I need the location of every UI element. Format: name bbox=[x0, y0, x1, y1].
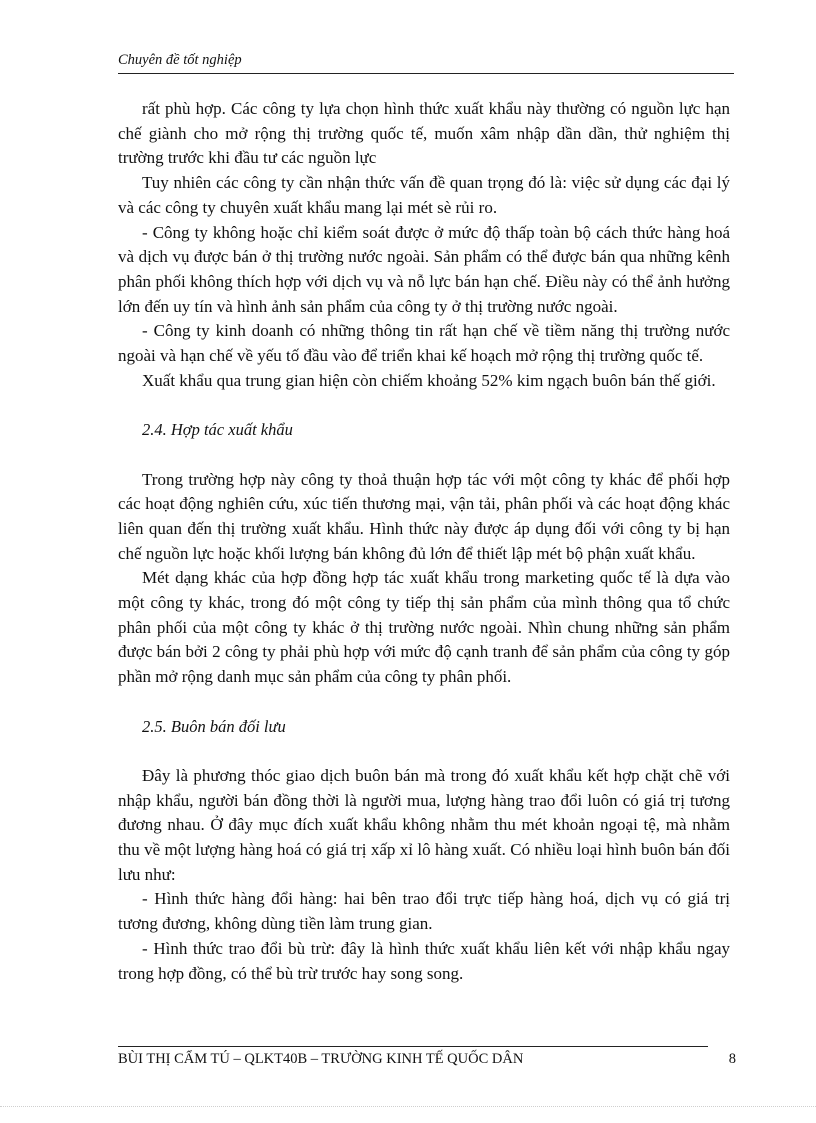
paragraph: - Công ty kinh doanh có những thông tin rất hạn chế về tiềm năng thị trường nước ngoài và hạn chế về yếu tố đầu vào để triển khai kế hoạch mở rộng thị trường quốc tế. bbox=[118, 321, 730, 366]
spacer bbox=[118, 739, 730, 764]
document-body bbox=[118, 97, 730, 986]
paragraph: rất phù hợp. Các công ty lựa chọn hình thức xuất khẩu này thường có nguồn lực hạn chế giành cho mở rộng thị trường quốc tế, muốn xâm nhập dần dần, thử nghiệm thị trường trước khi đầu tư các nguồn lực bbox=[118, 99, 730, 168]
spacer bbox=[118, 690, 730, 715]
paragraph: Trong trường hợp này công ty thoả thuận hợp tác với một công ty khác để phối hợp các hoạt động nghiên cứu, xúc tiến thương mại, vận tải, phân phối và các hoạt động khác liên quan đến thị trường xuất khẩu. Hình thức này được áp dụng đối với công ty bị hạn chế nguồn lực hoặc khối lượng bán không đủ lớn để thiết lập mét bộ phận xuất khẩu. bbox=[118, 469, 730, 563]
spacer bbox=[118, 443, 730, 468]
page-footer bbox=[118, 1051, 734, 1068]
paragraph: Tuy nhiên các công ty cần nhận thức vấn đề quan trọng đó là: việc sử dụng các đại lý và các công ty chuyên xuất khẩu mang lại mét sè rủi ro. bbox=[118, 173, 730, 217]
paragraph: - Hình thức trao đổi bù trừ: đây là hình thức xuất khẩu liên kết với nhập khẩu ngay trong hợp đồng, có thể bù trừ trước hay song song. bbox=[118, 938, 730, 983]
section-heading: 2.5. Buôn bán đối lưu bbox=[142, 716, 286, 736]
spacer bbox=[118, 393, 730, 418]
footer-text: BÙI THỊ CẨM TÚ – QLKT40B – TRƯỜNG KINH TẾ QUỐC DÂN bbox=[118, 1051, 524, 1067]
section-heading: 2.4. Hợp tác xuất khẩu bbox=[142, 420, 293, 440]
page-header: Chuyên đề tốt nghiệp bbox=[118, 52, 242, 68]
header-rule bbox=[118, 73, 734, 74]
paragraph: Xuất khẩu qua trung gian hiện còn chiếm khoảng 52% kim ngạch buôn bán thế giới. bbox=[142, 370, 716, 390]
page-edge-dots bbox=[0, 1106, 816, 1107]
paragraph: - Công ty không hoặc chỉ kiểm soát được ở mức độ thấp toàn bộ cách thức hàng hoá và dịch vụ được bán ở thị trường nước ngoài. Sản phẩm có thể được bán qua những kênh phân phối không thích hợp với dịch vụ và nỗ lực bán hạn chế. Điều này có thể ảnh hưởng lớn đến uy tín và hình ảnh sản phẩm của công ty ở thị trường nước ngoài. bbox=[118, 222, 730, 316]
paragraph: Mét dạng khác của hợp đồng hợp tác xuất khẩu trong marketing quốc tế là dựa vào một công ty khác, trong đó một công ty tiếp thị sản phẩm của mình thông qua tổ chức phân phối của một công ty khác ở thị trường nước ngoài. Nhìn chung những sản phẩm được bán bởi 2 công ty phải phù hợp với mức độ cạnh tranh để sản phẩm của công ty góp phần mở rộng danh mục sản phẩm của công ty phân phối. bbox=[118, 568, 730, 687]
footer-rule bbox=[118, 1046, 708, 1047]
page-number: 8 bbox=[728, 1051, 736, 1067]
paragraph: - Hình thức hàng đổi hàng: hai bên trao đổi trực tiếp hàng hoá, dịch vụ có giá trị tương đương, không dùng tiền làm trung gian. bbox=[118, 889, 730, 934]
paragraph: Đây là phương thóc giao dịch buôn bán mà trong đó xuất khẩu kết hợp chặt chẽ với nhập khẩu, người bán đồng thời là người mua, lượng hàng trao đổi luôn có giá trị tương đương nhau. Ở đây mục đích xuất khẩu không nhằm thu mét khoản ngoại tệ, mà nhằm thu về một lượng hàng hoá có giá trị xấp xỉ lô hàng xuất. Có nhiều loại hình buôn bán đối lưu như: bbox=[118, 765, 730, 884]
